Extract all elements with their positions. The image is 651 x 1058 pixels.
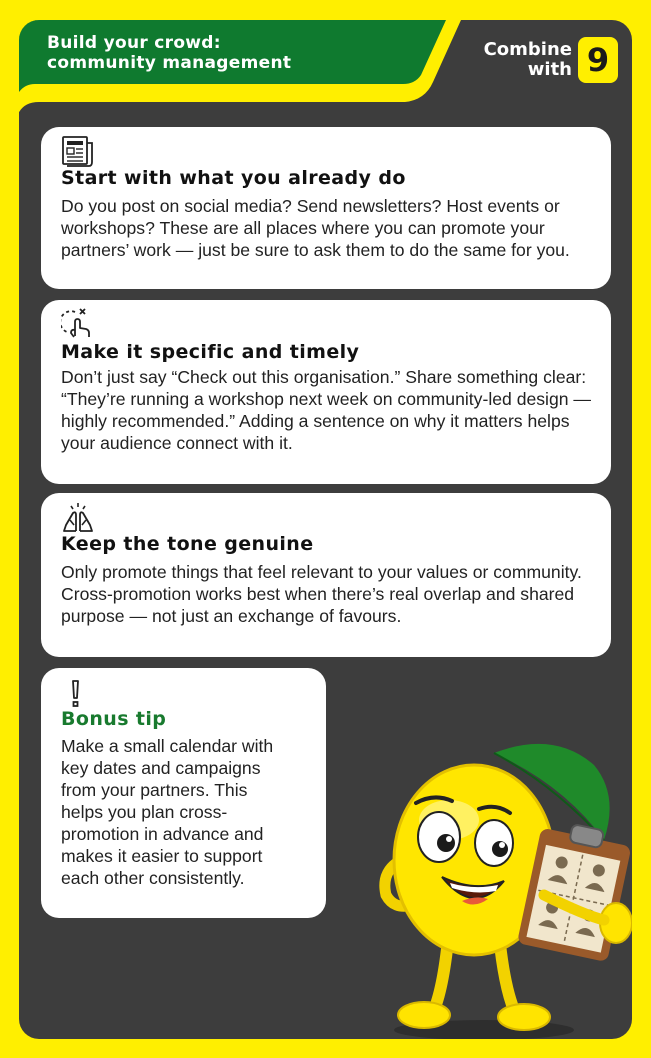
combine-with-badge bbox=[484, 34, 618, 86]
praying-hands-icon bbox=[61, 501, 95, 535]
title-line-2: community management bbox=[47, 53, 292, 73]
tap-gesture-icon bbox=[61, 306, 95, 340]
section-title: Start with what you already do bbox=[61, 167, 406, 189]
card bbox=[19, 20, 632, 1039]
tip-title: Bonus tip bbox=[61, 708, 167, 730]
section-title: Keep the tone genuine bbox=[61, 533, 314, 555]
combine-label bbox=[484, 40, 572, 80]
lemon-mascot-illustration bbox=[354, 725, 632, 1039]
title-line-1: Build your crowd: bbox=[47, 33, 221, 53]
section-body: Only promote things that feel relevant to your values or community. Cross-promotion works best when there’s real overlap and shared purpose — not just an exchange of favours. bbox=[61, 562, 582, 626]
section-body: Don’t just say “Check out this organisation.” Share something clear: “They’re running a workshop next week on community-led design — highly recommended.” Adding a sentence on why it matters helps your audience connect with it. bbox=[61, 367, 592, 453]
page-title bbox=[47, 33, 347, 73]
section-title: Make it specific and timely bbox=[61, 341, 360, 363]
section-body: Do you post on social media? Send newsletters? Host events or workshops? These are all places where you can promote your partners’ work — just be sure to ask them to do the same for you. bbox=[61, 196, 570, 260]
section-keep-tone-genuine bbox=[41, 493, 611, 657]
section-start-with-what-you-do bbox=[41, 127, 611, 289]
tip-body: Make a small calendar with key dates and campaigns from your partners. This helps you plan cross-promotion in advance and makes it easier to support each other consistently. bbox=[61, 736, 274, 888]
newspaper-icon bbox=[61, 135, 95, 169]
bonus-tip-card bbox=[41, 668, 326, 918]
exclamation-icon bbox=[61, 678, 95, 712]
section-specific-and-timely bbox=[41, 300, 611, 484]
combine-number: 9 bbox=[578, 37, 618, 83]
combine-label-line-2: with bbox=[527, 59, 572, 80]
combine-label-line-1: Combine bbox=[483, 39, 572, 60]
